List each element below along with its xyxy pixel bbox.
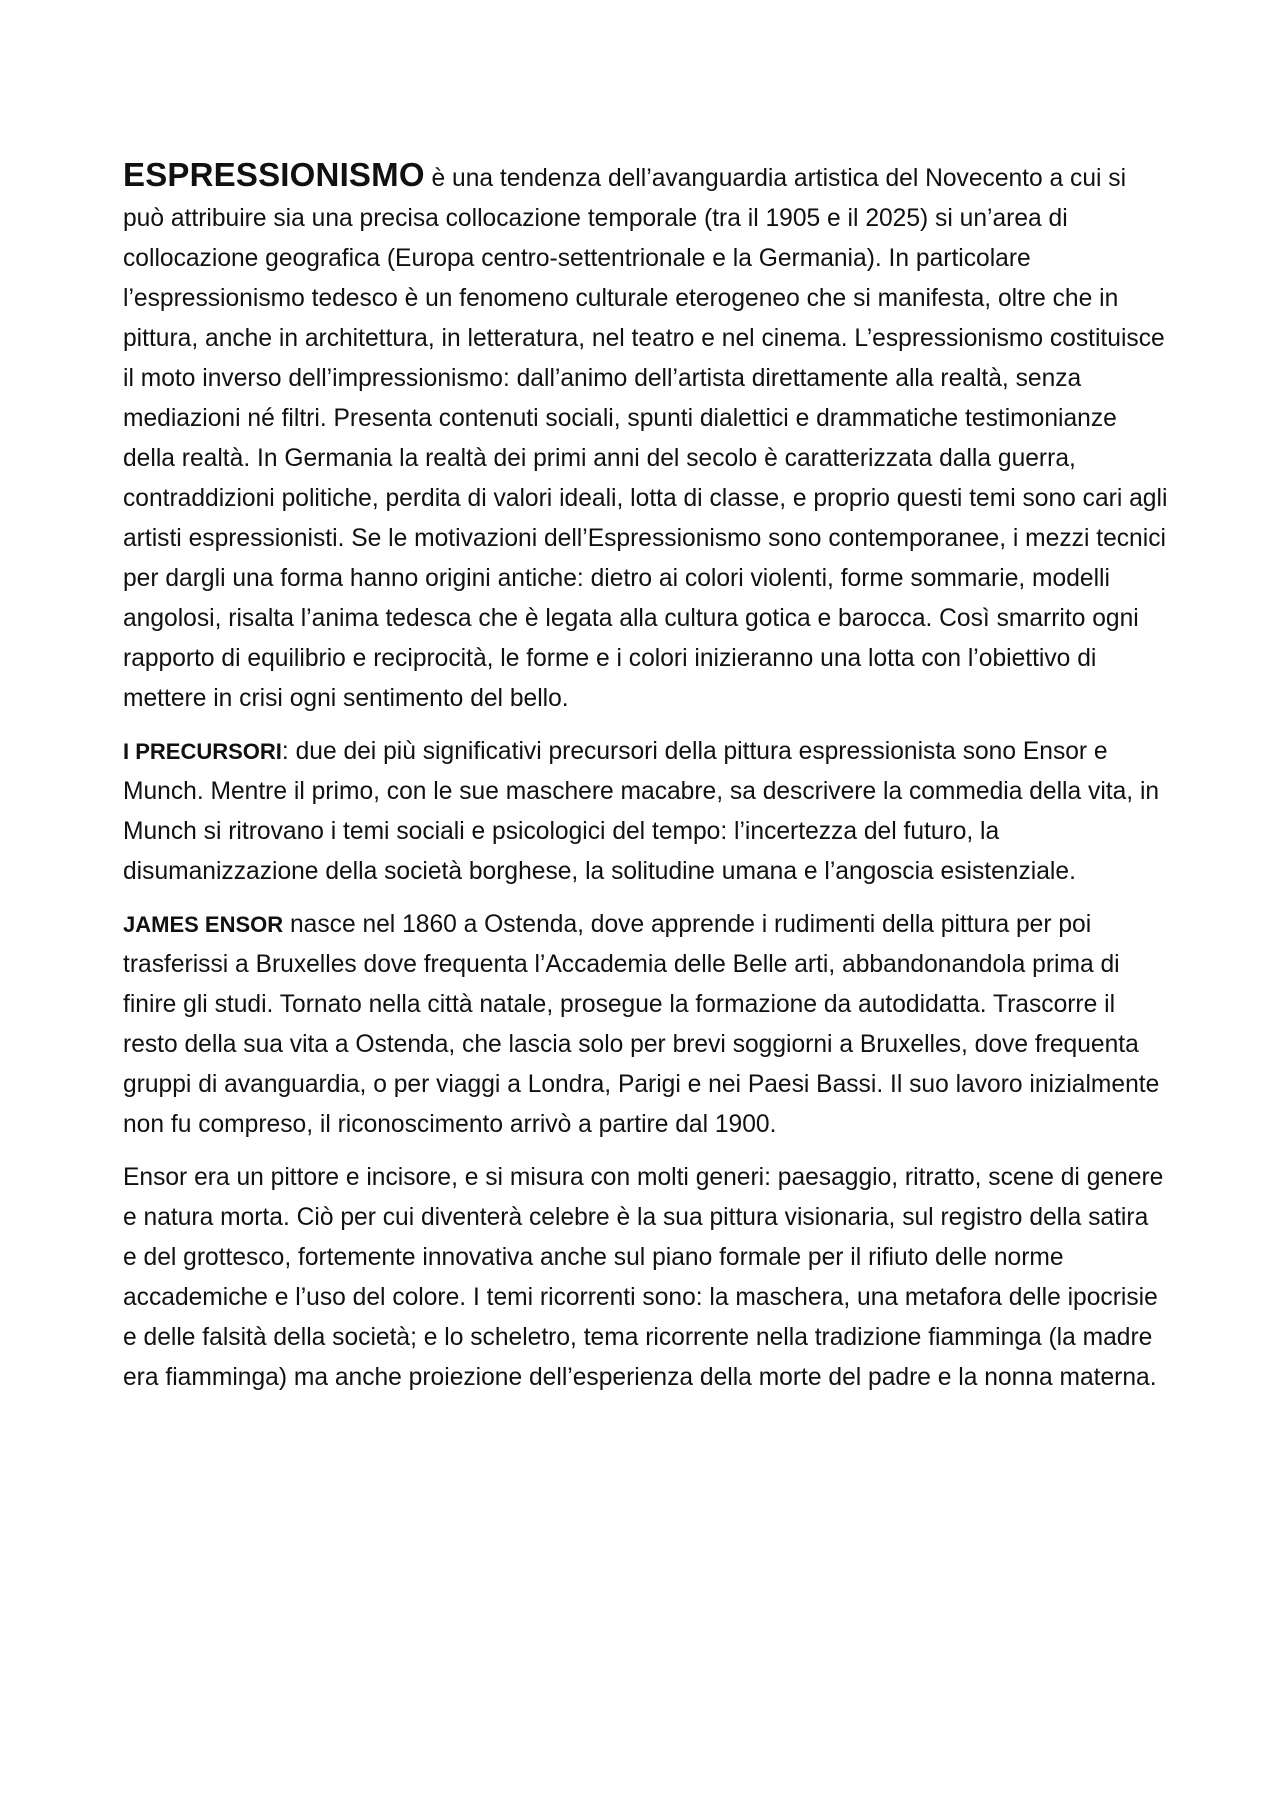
ensor-opere-paragraph bbox=[123, 1158, 1168, 1398]
precursori-paragraph bbox=[123, 732, 1168, 892]
ensor-opere-text: Ensor era un pittore e incisore, e si misura con molti generi: paesaggio, ritratto, scene di genere e natura morta. Ciò per cui diventerà celebre è la sua pittura visionaria, sul registro della satira e del grottesco, fortemente innovativa anche sul piano formale per il rifiuto delle norme accademiche e l’uso del colore. I temi ricorrenti sono: la maschera, una metafora delle ipocrisie e delle falsità della società; e lo scheletro, tema ricorrente nella tradizione fiamminga (la madre era fiamminga) ma anche proiezione dell’esperienza della morte del padre e la nonna materna. bbox=[123, 1164, 1164, 1391]
precursori-text: : due dei più significativi precursori della pittura espressionista sono Ensor e Munch. Mentre il primo, con le sue maschere macabre, sa descrivere la commedia della vita, in Munch si ritrovano i temi sociali e psicologici del tempo: l’incertezza del futuro, la disumanizzazione della società borghese, la solitudine umana e l’angoscia esistenziale. bbox=[123, 738, 1160, 885]
intro-paragraph bbox=[123, 155, 1168, 719]
document-page bbox=[123, 155, 1168, 1411]
document-title: ESPRESSIONISMO bbox=[123, 156, 425, 193]
ensor-paragraph bbox=[123, 905, 1168, 1145]
intro-text: è una tendenza dell’avanguardia artistica del Novecento a cui si può attribuire sia una precisa collocazione temporale (tra il 1905 e il 2025) si un’area di collocazione geografica (Europa centro-settentrionale e la Germania). In particolare l’espressionismo tedesco è un fenomeno culturale eterogeneo che si manifesta, oltre che in pittura, anche in architettura, in letteratura, nel teatro e nel cinema. L’espressionismo costituisce il moto inverso dell’impressionismo: dall’animo dell’artista direttamente alla realtà, senza mediazioni né filtri. Presenta contenuti sociali, spunti dialettici e drammatiche testimonianze della realtà. In Germania la realtà dei primi anni del secolo è caratterizzata dalla guerra, contraddizioni politiche, perdita di valori ideali, lotta di classe, e proprio questi temi sono cari agli artisti espressionisti. Se le motivazioni dell’Espressionismo sono contemporanee, i mezzi tecnici per dargli una forma hanno origini antiche: dietro ai colori violenti, forme sommarie, modelli angolosi, risalta l’anima tedesca che è legata alla cultura gotica e barocca. Così smarrito ogni rapporto di equilibrio e reciprocità, le forme e i colori inizieranno una lotta con l’obiettivo di mettere in crisi ogni sentimento del bello. bbox=[123, 165, 1168, 712]
ensor-heading: JAMES ENSOR bbox=[123, 912, 284, 937]
ensor-text: nasce nel 1860 a Ostenda, dove apprende i rudimenti della pittura per poi trasferissi a Bruxelles dove frequenta l’Accademia delle Belle arti, abbandonandola prima di finire gli studi. Tornato nella città natale, prosegue la formazione da autodidatta. Trascorre il resto della sua vita a Ostenda, che lascia solo per brevi soggiorni a Bruxelles, dove frequenta gruppi di avanguardia, o per viaggi a Londra, Parigi e nei Paesi Bassi. Il suo lavoro inizialmente non fu compreso, il riconoscimento arrivò a partire dal 1900. bbox=[123, 911, 1160, 1138]
precursori-heading: I PRECURSORI bbox=[123, 739, 282, 764]
